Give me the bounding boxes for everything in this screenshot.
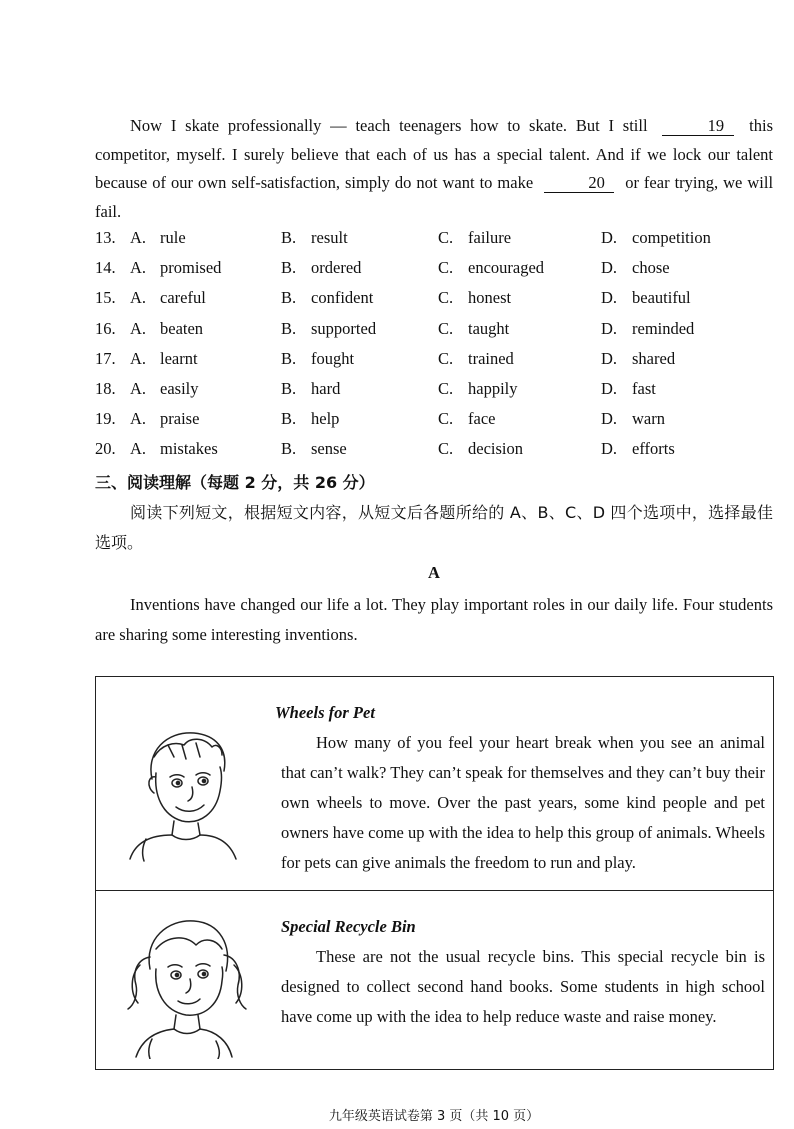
option-b: hard <box>311 379 341 398</box>
option-c: failure <box>468 228 512 247</box>
passage-a-intro: Inventions have changed our life a lot. They play important roles in our daily life. Four students are sharing some interesting inventions. <box>95 595 773 644</box>
option-b: confident <box>311 288 374 308</box>
option-d: competition <box>632 228 711 247</box>
option-row <box>95 379 775 409</box>
option-d: reminded <box>632 318 695 338</box>
option-c: trained <box>468 348 514 368</box>
option-letter-a: A. <box>130 379 147 398</box>
option-letter-d: D. <box>601 318 618 338</box>
option-c: taught <box>468 318 510 338</box>
passage-line3-after: or fear trying, we will fail. <box>95 173 774 221</box>
table-row-divider <box>96 890 773 891</box>
option-letter-b: B. <box>281 379 297 398</box>
option-letter-b: B. <box>281 228 297 247</box>
option-c: honest <box>468 288 512 308</box>
question-number: 19. <box>95 409 116 429</box>
question-number: 14. <box>95 258 116 278</box>
option-letter-a: A. <box>130 318 147 338</box>
option-letter-b: B. <box>281 288 297 308</box>
option-row <box>95 258 775 288</box>
option-letter-b: B. <box>281 439 297 459</box>
question-number: 13. <box>95 228 116 247</box>
option-row <box>95 228 775 258</box>
option-a: beaten <box>160 318 204 338</box>
option-letter-a: A. <box>130 228 147 247</box>
option-letter-d: D. <box>601 228 618 247</box>
girl-illustration <box>116 909 256 1059</box>
option-c: face <box>468 409 496 429</box>
option-d: shared <box>632 348 676 368</box>
option-letter-c: C. <box>438 439 454 459</box>
option-letter-c: C. <box>438 379 454 398</box>
option-row <box>95 288 775 318</box>
card-text-recycle: These are not the usual recycle bins. This special recycle bin is designed to collect second hand books. Some students in high school have come up with the idea to help reduce waste and raise money. <box>281 947 765 1026</box>
option-letter-a: A. <box>130 409 147 429</box>
option-letter-a: A. <box>130 439 147 459</box>
section3-title: 三、阅读理解（每题 2 分，共 26 分） <box>95 473 375 492</box>
question-number: 17. <box>95 348 116 368</box>
option-letter-a: A. <box>130 348 147 368</box>
question-number: 18. <box>95 379 116 398</box>
option-letter-a: A. <box>130 288 147 308</box>
card-text-wheels: How many of you feel your heart break when you see an animal that can’t walk? They can’t speak for themselves and they can’t buy their own wheels to move. Over the past years, some kind people and pet owners have come up with the idea to help this group of animals. Wheels for pets can give animals the freedom to run and play. <box>281 733 765 872</box>
option-d: beautiful <box>632 288 691 308</box>
blank-20: 20 <box>544 174 614 193</box>
option-letter-d: D. <box>601 409 618 429</box>
option-c: happily <box>468 379 518 398</box>
option-b: help <box>311 409 340 429</box>
question-number: 15. <box>95 288 116 308</box>
option-a: praise <box>160 409 200 429</box>
option-a: careful <box>160 288 206 308</box>
question-number: 16. <box>95 318 116 338</box>
passage-a-label: A <box>428 563 440 582</box>
option-b: sense <box>311 439 347 459</box>
card-title-wheels: Wheels for Pet <box>275 703 375 722</box>
option-row <box>95 409 775 439</box>
option-letter-b: B. <box>281 348 297 368</box>
option-row <box>95 319 775 349</box>
option-row <box>95 439 775 469</box>
option-b: supported <box>311 318 377 338</box>
option-letter-d: D. <box>601 258 618 278</box>
option-letter-b: B. <box>281 318 297 338</box>
section3-instruction: 阅读下列短文，根据短文内容，从短文后各题所给的 A、B、C、D 四个选项中，选择最佳选项。 <box>95 503 773 552</box>
option-letter-d: D. <box>601 439 618 459</box>
option-a: promised <box>160 258 222 278</box>
option-a: easily <box>160 379 199 398</box>
option-d: fast <box>632 379 656 398</box>
option-d: warn <box>632 409 665 429</box>
option-letter-d: D. <box>601 288 618 308</box>
option-letter-c: C. <box>438 258 454 278</box>
card-title-recycle: Special Recycle Bin <box>281 917 416 936</box>
option-letter-c: C. <box>438 228 454 247</box>
option-letter-d: D. <box>601 379 618 398</box>
passage-end <box>95 112 773 226</box>
option-a: learnt <box>160 348 198 368</box>
option-letter-c: C. <box>438 409 454 429</box>
option-c: encouraged <box>468 258 545 278</box>
blank-19: 19 <box>662 117 734 136</box>
option-letter-c: C. <box>438 348 454 368</box>
option-d: chose <box>632 258 670 278</box>
option-letter-c: C. <box>438 288 454 308</box>
option-letter-c: C. <box>438 318 454 338</box>
passage-line1-before: Now I skate professionally — teach teenagers how to skate. But I still <box>130 116 648 135</box>
boy-illustration <box>116 717 256 862</box>
question-number: 20. <box>95 439 116 459</box>
inventions-table <box>95 676 774 1070</box>
option-b: result <box>311 228 348 247</box>
option-letter-b: B. <box>281 409 297 429</box>
option-a: mistakes <box>160 439 218 459</box>
option-d: efforts <box>632 439 675 459</box>
option-b: ordered <box>311 258 362 278</box>
option-row <box>95 349 775 379</box>
option-letter-a: A. <box>130 258 147 278</box>
passage-line1-after: this competitor, myself. I surely believe that each of us has a special talent. And if we lock our talent because of our own self-satisfaction, simply do not want to make <box>95 116 774 192</box>
option-letter-b: B. <box>281 258 297 278</box>
page-footer: 九年级英语试卷第 3 页（共 10 页） <box>328 1109 540 1124</box>
option-letter-d: D. <box>601 348 618 368</box>
option-c: decision <box>468 439 523 459</box>
option-b: fought <box>311 348 355 368</box>
option-a: rule <box>160 228 186 247</box>
